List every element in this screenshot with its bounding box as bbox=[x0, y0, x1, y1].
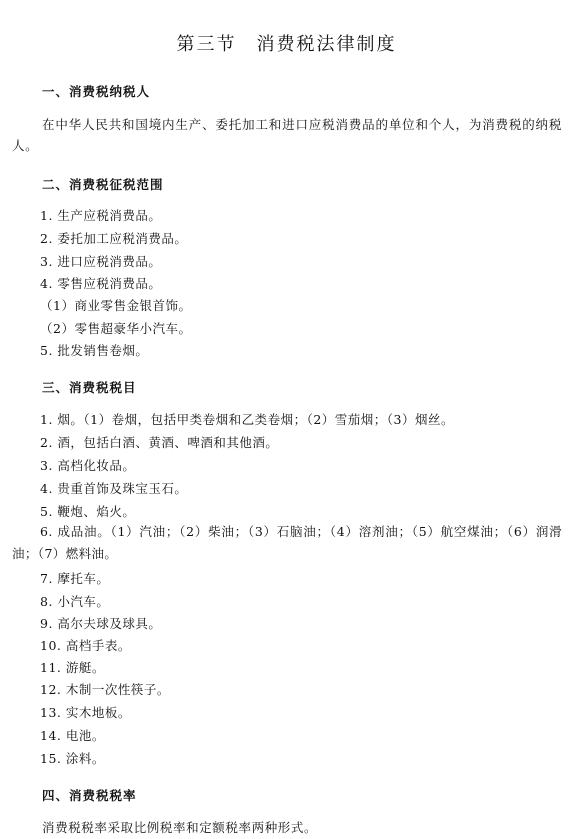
list-item: 3. 高档化妆品。 bbox=[40, 458, 136, 473]
list-item: 1. 生产应税消费品。 bbox=[40, 208, 162, 223]
paragraph-taxpayer: 在中华人民共和国境内生产、委托加工和进口应税消费品的单位和个人，为消费税的纳税人。 bbox=[12, 117, 562, 153]
list-item: 11. 游艇。 bbox=[40, 660, 105, 675]
list-item: 6. 成品油。（1）汽油；（2）柴油；（3）石脑油；（4）溶剂油；（5）航空煤油；（6）润滑油；（7）燃料油。 bbox=[12, 524, 562, 561]
list-item: 4. 贵重首饰及珠宝玉石。 bbox=[40, 481, 188, 496]
list-item: 9. 高尔夫球及球具。 bbox=[40, 616, 162, 631]
list-item: 10. 高档手表。 bbox=[40, 638, 131, 653]
list-item: 2. 酒，包括白酒、黄酒、啤酒和其他酒。 bbox=[40, 435, 279, 450]
list-item: （2）零售超豪华小汽车。 bbox=[40, 321, 192, 336]
heading-scope: 二、消费税征税范围 bbox=[42, 177, 164, 192]
heading-taxpayer: 一、消费税纳税人 bbox=[42, 84, 151, 99]
heading-tax-rate: 四、消费税税率 bbox=[42, 788, 137, 803]
list-item: 14. 电池。 bbox=[40, 728, 105, 743]
list-item: （1）商业零售金银首饰。 bbox=[40, 298, 192, 313]
heading-tax-items: 三、消费税税目 bbox=[42, 380, 137, 395]
list-item: 4. 零售应税消费品。 bbox=[40, 276, 162, 291]
list-item: 12. 木制一次性筷子。 bbox=[40, 682, 170, 697]
list-item: 5. 批发销售卷烟。 bbox=[40, 343, 149, 358]
list-item: 8. 小汽车。 bbox=[40, 594, 110, 609]
list-item: 7. 摩托车。 bbox=[40, 571, 110, 586]
list-item: 2. 委托加工应税消费品。 bbox=[40, 231, 188, 246]
list-item: 1. 烟。（1）卷烟，包括甲类卷烟和乙类卷烟；（2）雪茄烟；（3）烟丝。 bbox=[40, 412, 455, 427]
list-item: 15. 涂料。 bbox=[40, 751, 105, 766]
list-item: 3. 进口应税消费品。 bbox=[40, 254, 162, 269]
list-item: 13. 实木地板。 bbox=[40, 705, 131, 720]
paragraph-tax-rate: 消费税税率采取比例税率和定额税率两种形式。 bbox=[42, 820, 318, 835]
section-title: 第三节 消费税法律制度 bbox=[176, 34, 397, 55]
list-item: 5. 鞭炮、焰火。 bbox=[40, 504, 136, 519]
